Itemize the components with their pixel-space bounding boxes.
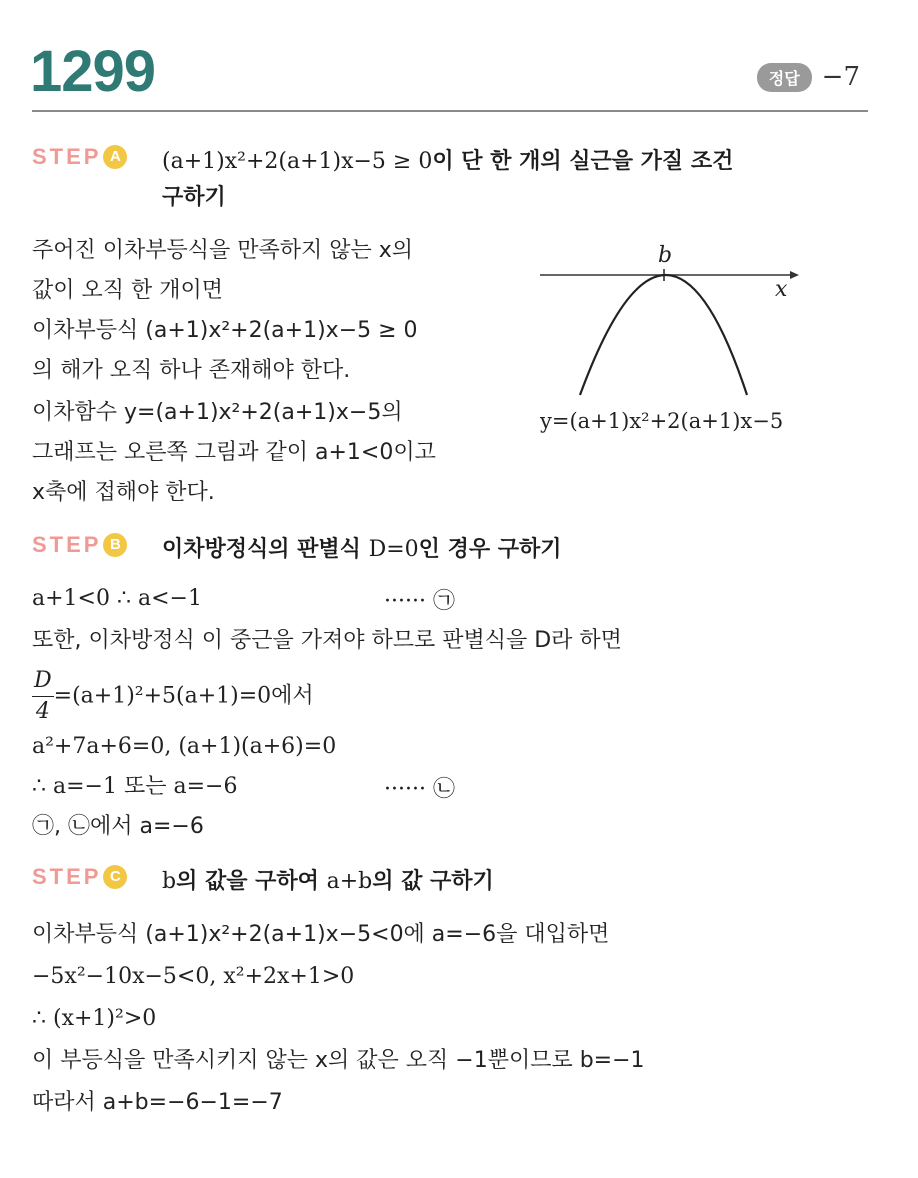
step-b-label: STEP xyxy=(32,532,102,557)
step-a-line-4: 의 해가 오직 하나 존재해야 한다. xyxy=(32,358,351,383)
step-b-line-4: a²+7a+6=0, (a+1)(a+6)=0 xyxy=(32,734,337,759)
step-b-line-2: 또한, 이차방정식 이 중근을 가져야 하므로 판별식을 D라 하면 xyxy=(32,628,622,653)
step-c-line-5: 따라서 a+b=−6−1=−7 xyxy=(32,1090,283,1115)
step-b-title xyxy=(162,532,562,568)
step-c-badge-icon: C xyxy=(103,865,127,889)
step-b-title-math: D=0 xyxy=(368,537,419,562)
step-a-line-5: 이차함수 y=(a+1)x²+2(a+1)x−5의 xyxy=(32,400,403,425)
header-divider xyxy=(32,110,868,112)
answer-value: −7 xyxy=(821,62,860,92)
frac-denominator: 4 xyxy=(35,699,50,724)
step-b-line-3 xyxy=(32,666,314,727)
step-a-line-1: 주어진 이차부등식을 만족하지 않는 x의 xyxy=(32,238,414,263)
step-c-line-4: 이 부등식을 만족시키지 않는 x의 값은 오직 −1뿐이므로 b=−1 xyxy=(32,1048,645,1073)
step-a-label: STEP xyxy=(32,144,102,169)
discriminant-fraction xyxy=(32,666,54,727)
answer-box xyxy=(757,62,860,92)
ref-circle-2: ······ ㉡ xyxy=(384,777,455,802)
step-a-line-3: 이차부등식 (a+1)x²+2(a+1)x−5 ≥ 0 xyxy=(32,318,418,343)
step-a-title-text: 이 단 한 개의 실근을 가질 조건 xyxy=(432,149,734,174)
step-a-title xyxy=(162,144,733,216)
ref-circle-1: ······ ㉠ xyxy=(384,589,455,614)
step-b-line-5: ∴ a=−1 또는 a=−6 xyxy=(32,774,238,799)
step-b-line-1: a+1<0 ∴ a<−1 xyxy=(32,586,202,611)
step-c-title-text1: 의 값을 구하여 xyxy=(176,869,327,894)
step-c-tag xyxy=(32,864,162,890)
step-b-title-tail: 인 경우 구하기 xyxy=(418,537,562,562)
step-b-header xyxy=(32,532,562,568)
step-c-line-1: 이차부등식 (a+1)x²+2(a+1)x−5<0에 a=−6을 대입하면 xyxy=(32,922,610,947)
graph-equation: y=(a+1)x²+2(a+1)x−5 xyxy=(540,409,784,433)
step-b-title-text: 이차방정식의 판별식 xyxy=(162,537,369,562)
parabola-graph xyxy=(535,240,865,440)
step-a-tag xyxy=(32,144,162,170)
step-b-line-3-text: =(a+1)²+5(a+1)=0에서 xyxy=(53,683,314,709)
step-a-line-6: 그래프는 오른쪽 그림과 같이 a+1<0이고 xyxy=(32,440,436,465)
step-c-title-math2: a+b xyxy=(326,869,373,894)
x-axis-arrow-icon xyxy=(790,271,799,279)
step-b-badge-icon: B xyxy=(103,533,127,557)
step-c-header xyxy=(32,864,494,900)
step-c-title-math1: b xyxy=(162,869,177,894)
step-c-title-text2: 의 값 구하기 xyxy=(372,869,494,894)
answer-badge: 정답 xyxy=(757,63,812,92)
step-a-header xyxy=(32,144,733,216)
step-c-label: STEP xyxy=(32,864,102,889)
step-b-line-6: ㉠, ㉡에서 a=−6 xyxy=(32,814,204,839)
step-a-title-math: (a+1)x²+2(a+1)x−5 ≥ 0 xyxy=(162,149,433,174)
step-a-badge-icon: A xyxy=(103,145,127,169)
step-c-title xyxy=(162,864,494,900)
step-c-line-2: −5x²−10x−5<0, x²+2x+1>0 xyxy=(32,964,355,989)
vertex-label-b: b xyxy=(658,243,673,268)
step-a-line-7: x축에 접해야 한다. xyxy=(32,480,215,505)
problem-number: 1299 xyxy=(30,39,156,104)
axis-label-x: x xyxy=(775,277,788,302)
frac-numerator: D xyxy=(32,666,54,697)
step-c-line-3: ∴ (x+1)²>0 xyxy=(32,1006,157,1031)
step-a-title-line2: 구하기 xyxy=(162,185,226,210)
step-a-line-2: 값이 오직 한 개이면 xyxy=(32,278,223,303)
parabola-curve xyxy=(580,275,747,395)
step-b-tag xyxy=(32,532,162,558)
